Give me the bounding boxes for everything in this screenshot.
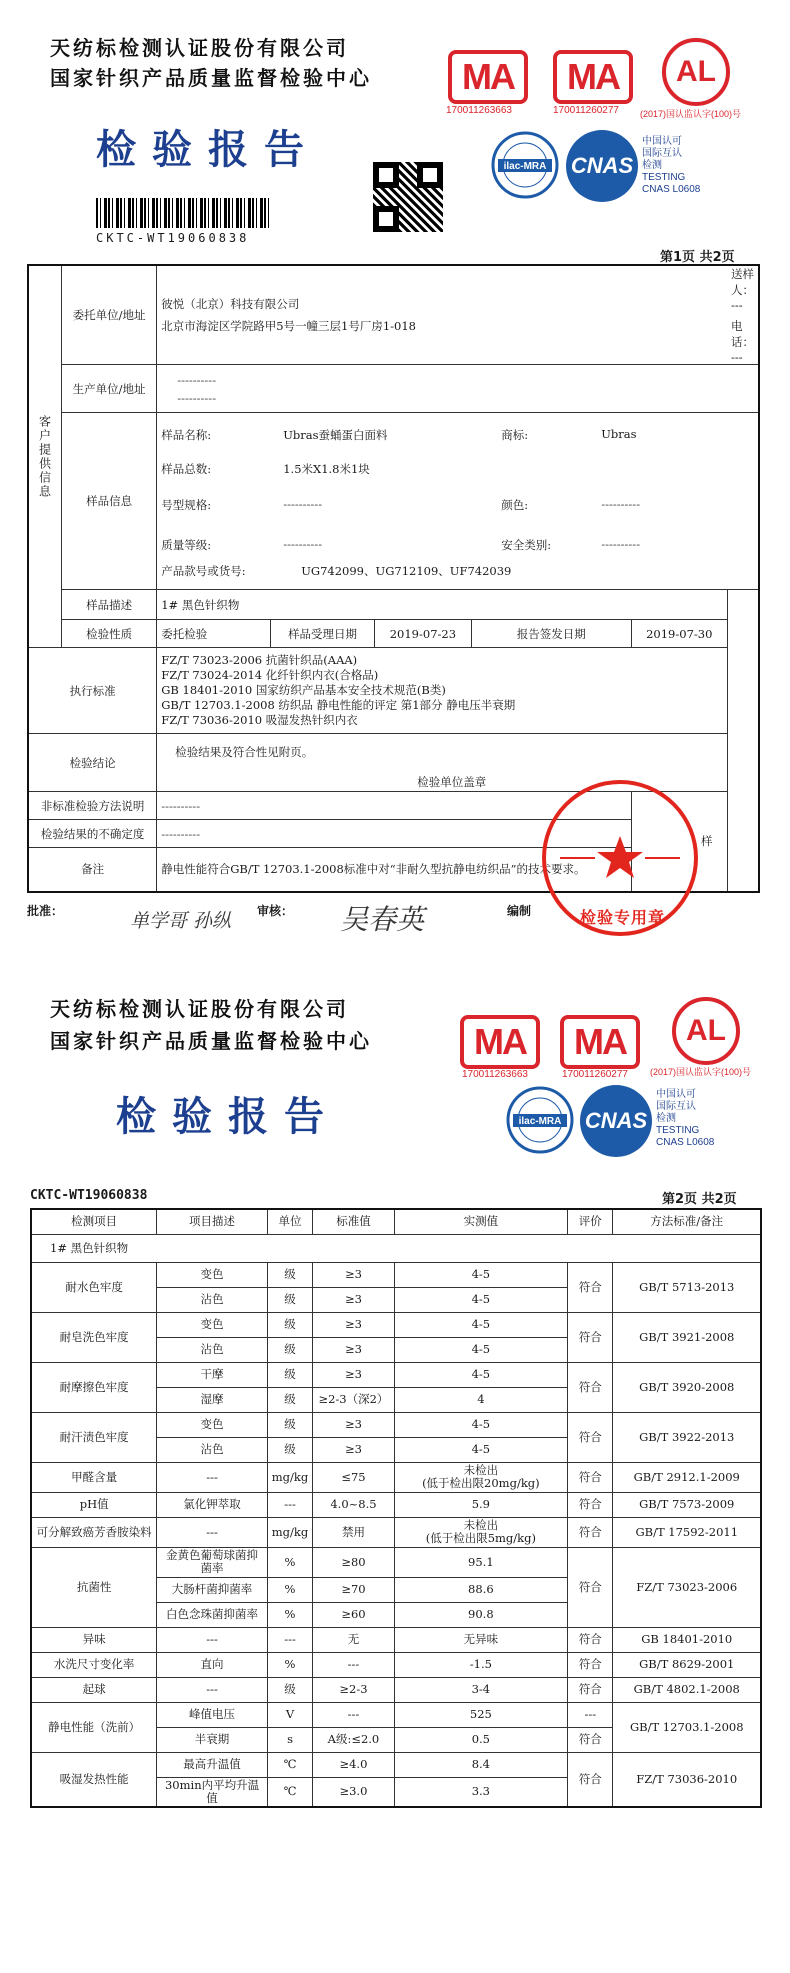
standard-item: FZ/T 73036-2010 吸湿发热针织内衣 [161, 713, 358, 727]
table-row [31, 1702, 761, 1727]
column-header: 方法标准/备注 [613, 1209, 761, 1234]
measured-value: 95.1 [394, 1547, 567, 1577]
table-row [31, 1492, 761, 1517]
test-item: 吸湿发热性能 [31, 1752, 157, 1807]
compile-label: 编制 [507, 904, 532, 918]
standard-value: --- [313, 1652, 394, 1677]
unit: ℃ [267, 1752, 312, 1777]
grade-label: 质量等级: [161, 538, 212, 552]
item-description: 沾色 [157, 1337, 267, 1362]
nonstd-label: 非标准检验方法说明 [28, 792, 157, 820]
unit: 级 [267, 1337, 312, 1362]
item-description: 30min内平均升温值 [157, 1777, 267, 1807]
brand-label: 商标: [501, 428, 529, 442]
cma-logo: MA [460, 1015, 540, 1069]
standard-value: ≥80 [313, 1547, 394, 1577]
item-description: 变色 [157, 1312, 267, 1337]
column-header: 单位 [267, 1209, 312, 1234]
page-number: 第2页 共2页 [662, 1192, 737, 1207]
company-name: 天纺标检测认证股份有限公司 [50, 997, 349, 1021]
conclusion-text: 检验结果及符合性见附页。 [175, 745, 314, 759]
seal-label: 检验专用章 [580, 908, 666, 927]
uncertainty-label: 检验结果的不确定度 [28, 820, 157, 848]
column-header: 评价 [568, 1209, 613, 1234]
cnas-logo: CNAS [580, 1085, 652, 1157]
page-number: 第1页 共2页 [660, 250, 735, 265]
measured-value: 4-5 [394, 1362, 567, 1387]
unit: --- [267, 1492, 312, 1517]
table-row [31, 1362, 761, 1387]
unit: mg/kg [267, 1517, 312, 1547]
color: ---------- [601, 497, 641, 511]
table-row [31, 1462, 761, 1492]
standard-value: ≥3 [313, 1262, 394, 1287]
cal-note: (2017)国认监认字(100)号 [640, 109, 742, 119]
measured-value: 无异味 [394, 1627, 567, 1652]
item-description: 大肠杆菌抑菌率 [157, 1577, 267, 1602]
standard-value: ≥3 [313, 1287, 394, 1312]
measured-value: -1.5 [394, 1652, 567, 1677]
cnas-note: 中国认可 国际互认 检测 TESTING CNAS L0608 [642, 136, 701, 195]
standard-value: 禁用 [313, 1517, 394, 1547]
nonstd-value: ---------- [157, 792, 632, 820]
item-description: 最高升温值 [157, 1752, 267, 1777]
item-description: 直向 [157, 1652, 267, 1677]
item-description: --- [157, 1627, 267, 1652]
method-standard: GB/T 4802.1-2008 [613, 1677, 761, 1702]
nature-value: 委托检验 [157, 620, 271, 648]
standard-label: 执行标准 [28, 648, 157, 734]
standard-value: ≥4.0 [313, 1752, 394, 1777]
test-item: 异味 [31, 1627, 157, 1652]
measured-value: 4-5 [394, 1337, 567, 1362]
center-name: 国家针织产品质量监督检验中心 [50, 1029, 372, 1053]
item-no: UG742099、UG712109、UF742039 [301, 564, 512, 578]
producer-line-1: ---------- [177, 372, 217, 387]
cma-number-1: 170011263663 [446, 105, 512, 116]
measured-value: 3.3 [394, 1777, 567, 1807]
review-label: 审核： [257, 904, 294, 918]
item-description: 干摩 [157, 1362, 267, 1387]
evaluation: 符合 [568, 1652, 613, 1677]
cma-logo-2: MA [560, 1015, 640, 1069]
test-item: pH值 [31, 1492, 157, 1517]
review-signature: 吴春英 [340, 903, 425, 936]
uncertainty-value: ---------- [157, 820, 632, 848]
item-description: 金黄色葡萄球菌抑菌率 [157, 1547, 267, 1577]
table-row [31, 1412, 761, 1437]
standard-value: ≥3.0 [313, 1777, 394, 1807]
cnas-logo: CNAS [566, 130, 638, 202]
item-description: 沾色 [157, 1287, 267, 1312]
cma-logo-2: MA [553, 50, 633, 104]
item-description: 变色 [157, 1262, 267, 1287]
approve-signature: 单学哥 孙纵 [130, 910, 232, 932]
test-item: 耐水色牢度 [31, 1262, 157, 1312]
evaluation: 符合 [568, 1462, 613, 1492]
test-item: 耐皂洗色牢度 [31, 1312, 157, 1362]
test-item: 抗菌性 [31, 1547, 157, 1627]
unit: mg/kg [267, 1462, 312, 1492]
standard-value: ≤75 [313, 1462, 394, 1492]
cma-number-1: 170011263663 [462, 1069, 528, 1080]
cal-logo: AL [672, 997, 740, 1065]
standard-item: FZ/T 73024-2014 化纤针织内衣(合格品) [161, 668, 379, 682]
report-page-1 [0, 0, 790, 960]
evaluation: 符合 [568, 1492, 613, 1517]
quantity: 1.5米X1.8米1块 [283, 462, 370, 476]
unit: % [267, 1577, 312, 1602]
standard-value: ≥3 [313, 1312, 394, 1337]
table-row [31, 1312, 761, 1337]
evaluation: 符合 [568, 1517, 613, 1547]
measured-value: 4-5 [394, 1412, 567, 1437]
item-no-label: 产品款号或货号: [161, 564, 246, 578]
client-label: 委托单位/地址 [62, 265, 157, 365]
standard-value: ≥3 [313, 1337, 394, 1362]
item-description: 氯化钾萃取 [157, 1492, 267, 1517]
measured-value: 525 [394, 1702, 567, 1727]
evaluation: --- [568, 1702, 613, 1727]
client-name: 彼悦（北京）科技有限公司 [161, 297, 300, 311]
company-name: 天纺标检测认证股份有限公司 [50, 36, 349, 60]
phone-label: 电话： [731, 319, 754, 349]
nature-label: 检验性质 [62, 620, 157, 648]
unit: 级 [267, 1312, 312, 1337]
evaluation: 符合 [568, 1412, 613, 1462]
test-item: 可分解致癌芳香胺染料 [31, 1517, 157, 1547]
column-header: 项目描述 [157, 1209, 267, 1234]
method-standard: GB/T 3921-2008 [613, 1312, 761, 1362]
ilac-mra-icon [490, 130, 560, 200]
evaluation: 符合 [568, 1677, 613, 1702]
item-description: 沾色 [157, 1437, 267, 1462]
section-label: 客户提供信息 [28, 265, 62, 648]
method-standard: FZ/T 73023-2006 [613, 1547, 761, 1627]
method-standard: GB/T 8629-2001 [613, 1652, 761, 1677]
evaluation: 符合 [568, 1627, 613, 1652]
center-name: 国家针织产品质量监督检验中心 [50, 66, 372, 90]
unit: % [267, 1652, 312, 1677]
standard-item: GB/T 12703.1-2008 纺织品 静电性能的评定 第1部分 静电压半衰期 [161, 698, 516, 712]
table-row [31, 1627, 761, 1652]
brand: Ubras [601, 427, 637, 441]
remark-text: 静电性能符合GB/T 12703.1-2008标准中对“非耐久型抗静电纺织品”的技术要求。 [157, 848, 632, 892]
measured-value: 0.5 [394, 1727, 567, 1752]
standard-item: GB 18401-2010 国家纺织产品基本安全技术规范(B类) [161, 683, 446, 697]
test-item: 耐汗渍色牢度 [31, 1412, 157, 1462]
table-row [31, 1262, 761, 1287]
method-standard: GB/T 3920-2008 [613, 1362, 761, 1412]
svg-text:ilac-MRA: ilac-MRA [518, 1116, 562, 1127]
producer-line-2: ---------- [177, 390, 217, 405]
standard-value: ≥3 [313, 1412, 394, 1437]
producer-label: 生产单位/地址 [62, 365, 157, 413]
safety: ---------- [601, 537, 641, 551]
unit: 级 [267, 1387, 312, 1412]
measured-value: 5.9 [394, 1492, 567, 1517]
measured-value: 90.8 [394, 1602, 567, 1627]
cma-logo: MA [448, 50, 528, 104]
table-row [31, 1547, 761, 1577]
table-header-row [31, 1209, 761, 1234]
approve-label: 批准： [27, 904, 64, 918]
unit: % [267, 1602, 312, 1627]
evaluation: 符合 [568, 1752, 613, 1807]
issue-label: 报告签发日期 [471, 620, 632, 648]
grade: ---------- [283, 537, 323, 551]
cnas-note: 中国认可 国际互认 检测 TESTING CNAS L0608 [656, 1089, 715, 1148]
qr-code [373, 162, 443, 232]
report-title: 检验报告 [116, 1094, 340, 1140]
issue-date: 2019-07-30 [632, 620, 727, 648]
unit: 级 [267, 1412, 312, 1437]
sample-info-label: 样品信息 [62, 413, 157, 590]
measured-value: 未检出 (低于检出限5mg/kg) [394, 1517, 567, 1547]
desc-label: 样品描述 [62, 590, 157, 620]
standard-value: 4.0~8.5 [313, 1492, 394, 1517]
test-item: 耐摩擦色牢度 [31, 1362, 157, 1412]
item-description: 峰值电压 [157, 1702, 267, 1727]
table-row [31, 1752, 761, 1777]
column-header: 检测项目 [31, 1209, 157, 1234]
table-row [31, 1677, 761, 1702]
evaluation: 符合 [568, 1312, 613, 1362]
model-label: 号型规格: [161, 498, 212, 512]
desc-value: 1# 黑色针织物 [157, 590, 727, 620]
test-item: 静电性能（洗前） [31, 1702, 157, 1752]
standard-value: ≥60 [313, 1602, 394, 1627]
sender-value: --- [731, 298, 743, 312]
standard-value: 无 [313, 1627, 394, 1652]
cal-logo: AL [662, 38, 730, 106]
method-standard: GB/T 2912.1-2009 [613, 1462, 761, 1492]
method-standard: GB/T 17592-2011 [613, 1517, 761, 1547]
measured-value: 4-5 [394, 1262, 567, 1287]
cma-number-2: 170011260277 [553, 105, 619, 116]
report-title: 检验报告 [96, 127, 320, 173]
measured-value: 4 [394, 1387, 567, 1412]
item-description: --- [157, 1517, 267, 1547]
phone-value: --- [731, 350, 743, 364]
measured-value: 未检出 (低于检出限20mg/kg) [394, 1462, 567, 1492]
barcode-image [96, 198, 271, 228]
quantity-label: 样品总数: [161, 462, 212, 476]
cal-note: (2017)国认监认字(100)号 [650, 1067, 752, 1077]
table-row [31, 1517, 761, 1547]
standard-value: ≥2-3（深2） [313, 1387, 394, 1412]
sample-label: 1# 黑色针织物 [31, 1234, 761, 1262]
measured-value: 4-5 [394, 1437, 567, 1462]
color-label: 颜色: [501, 498, 529, 512]
method-standard: GB/T 12703.1-2008 [613, 1702, 761, 1752]
measured-value: 8.4 [394, 1752, 567, 1777]
unit: 级 [267, 1677, 312, 1702]
column-header: 实测值 [394, 1209, 567, 1234]
measured-value: 88.6 [394, 1577, 567, 1602]
ilac-mra-icon [505, 1085, 575, 1155]
item-description: 湿摩 [157, 1387, 267, 1412]
conclusion-label: 检验结论 [28, 734, 157, 792]
unit: 级 [267, 1262, 312, 1287]
item-description: 白色念珠菌抑菌率 [157, 1602, 267, 1627]
method-standard: GB/T 3922-2013 [613, 1412, 761, 1462]
test-item: 甲醛含量 [31, 1462, 157, 1492]
unit: ℃ [267, 1777, 312, 1807]
unit: --- [267, 1627, 312, 1652]
barcode-number: CKTC-WT19060838 [96, 231, 250, 245]
method-standard: GB/T 5713-2013 [613, 1262, 761, 1312]
evaluation: 符合 [568, 1262, 613, 1312]
measured-value: 4-5 [394, 1287, 567, 1312]
sample-row [31, 1234, 761, 1262]
item-description: --- [157, 1462, 267, 1492]
column-header: 标准值 [313, 1209, 394, 1234]
seal-note: 检验单位盖章 [417, 775, 487, 789]
unit: s [267, 1727, 312, 1752]
measured-value: 4-5 [394, 1312, 567, 1337]
safety-label: 安全类别: [501, 538, 552, 552]
report-number: CKTC-WT19060838 [30, 1188, 148, 1203]
evaluation: 符合 [568, 1727, 613, 1752]
measured-value: 3-4 [394, 1677, 567, 1702]
sample-name: Ubras蚕蛹蛋白面料 [283, 428, 388, 442]
method-standard: GB/T 7573-2009 [613, 1492, 761, 1517]
client-address: 北京市海淀区学院路甲5号一幢三层1号厂房1-018 [161, 319, 417, 333]
item-description: --- [157, 1677, 267, 1702]
svg-text:ilac-MRA: ilac-MRA [503, 161, 547, 172]
receive-date: 2019-07-23 [375, 620, 471, 648]
unit: 级 [267, 1437, 312, 1462]
standard-item: FZ/T 73023-2006 抗菌针织品(AAA) [161, 653, 358, 667]
evaluation: 符合 [568, 1362, 613, 1412]
item-description: 变色 [157, 1412, 267, 1437]
sample-name-label: 样品名称: [161, 428, 212, 442]
remark-label: 备注 [28, 848, 157, 892]
unit: V [267, 1702, 312, 1727]
unit: % [267, 1547, 312, 1577]
standard-value: --- [313, 1702, 394, 1727]
standard-value: ≥3 [313, 1362, 394, 1387]
standard-value: ≥3 [313, 1437, 394, 1462]
standard-value: A级:≤2.0 [313, 1727, 394, 1752]
receive-label: 样品受理日期 [270, 620, 374, 648]
standard-value: ≥2-3 [313, 1677, 394, 1702]
standard-value: ≥70 [313, 1577, 394, 1602]
model: ---------- [283, 497, 323, 511]
unit: 级 [267, 1362, 312, 1387]
test-results-table [30, 1208, 762, 1808]
test-item: 起球 [31, 1677, 157, 1702]
sender-label: 送样人： [731, 267, 754, 297]
item-description: 半衰期 [157, 1727, 267, 1752]
method-standard: FZ/T 73036-2010 [613, 1752, 761, 1807]
cma-number-2: 170011260277 [562, 1069, 628, 1080]
unit: 级 [267, 1287, 312, 1312]
evaluation: 符合 [568, 1547, 613, 1627]
test-item: 水洗尺寸变化率 [31, 1652, 157, 1677]
side-mark: 样 [701, 834, 713, 849]
table-row [31, 1652, 761, 1677]
method-standard: GB 18401-2010 [613, 1627, 761, 1652]
